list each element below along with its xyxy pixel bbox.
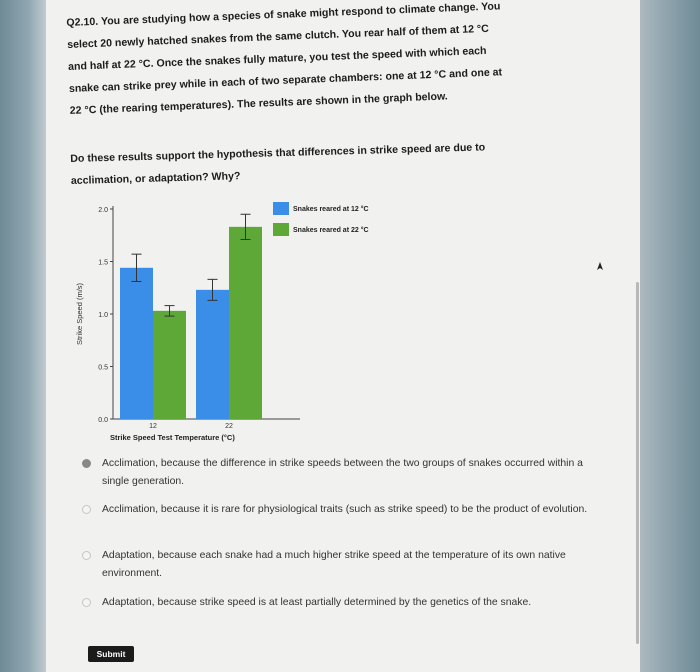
x-axis-label: Strike Speed Test Temperature (°C) xyxy=(110,433,235,442)
x-tick-label: 22 xyxy=(225,423,233,430)
option-label: Adaptation, because each snake had a much higher strike speed at the temperature of its own native environment. xyxy=(102,550,566,579)
answer-option[interactable] xyxy=(84,501,604,519)
bar xyxy=(229,227,262,419)
strike-speed-chart xyxy=(60,195,420,445)
y-tick-label: 0.5 xyxy=(98,364,108,372)
radio-button[interactable] xyxy=(82,598,91,607)
option-label: Acclimation, because the difference in strike speeds between the two groups of snakes occurred within a single generation. xyxy=(102,458,583,487)
question-text xyxy=(66,0,615,122)
prompt-line: Do these results support the hypothesis that differences in strike speed are due to xyxy=(70,141,486,165)
y-tick-label: 1.5 xyxy=(98,259,108,267)
answer-option[interactable] xyxy=(84,455,604,491)
scrollbar[interactable] xyxy=(636,282,639,644)
y-axis-label: Strike Speed (m/s) xyxy=(75,282,84,346)
option-label: Acclimation, because it is rare for physiological traits (such as strike speed) to be the product of evolution. xyxy=(102,504,588,515)
x-tick-label: 12 xyxy=(149,423,157,430)
prompt-line: acclimation, or adaptation? Why? xyxy=(70,170,241,187)
y-tick-label: 2.0 xyxy=(98,207,108,214)
answer-option[interactable] xyxy=(84,547,604,583)
y-tick-label: 1.0 xyxy=(98,312,108,319)
submit-button[interactable]: Submit xyxy=(88,646,134,662)
legend-swatch xyxy=(273,223,289,236)
question-line: snake can strike prey while in each of two separate chambers: one at 12 °C and one at xyxy=(68,66,503,95)
question-line: and half at 22 °C. Once the snakes fully mature, you test the speed with which each xyxy=(67,44,487,73)
radio-button[interactable] xyxy=(82,551,91,560)
question-line: 22 °C (the rearing temperatures). The results are shown in the graph below. xyxy=(69,90,449,117)
question-line: select 20 newly hatched snakes from the same clutch. You rear half of them at 12 °C xyxy=(67,22,490,51)
bar xyxy=(153,311,186,419)
legend-swatch xyxy=(273,202,289,215)
answer-option[interactable] xyxy=(84,594,604,612)
y-tick-label: 0.0 xyxy=(98,417,108,424)
radio-button[interactable] xyxy=(82,505,91,514)
radio-button[interactable] xyxy=(82,459,91,468)
question-line: Q2.10. You are studying how a species of snake might respond to climate change. You xyxy=(66,0,501,29)
legend-label: Snakes reared at 22 °C xyxy=(293,227,369,234)
bar xyxy=(196,290,229,419)
mouse-cursor-icon xyxy=(596,261,604,271)
bar xyxy=(120,268,153,419)
option-label: Adaptation, because strike speed is at least partially determined by the genetics of the snake. xyxy=(102,597,532,608)
legend-label: Snakes reared at 12 °C xyxy=(293,206,369,213)
